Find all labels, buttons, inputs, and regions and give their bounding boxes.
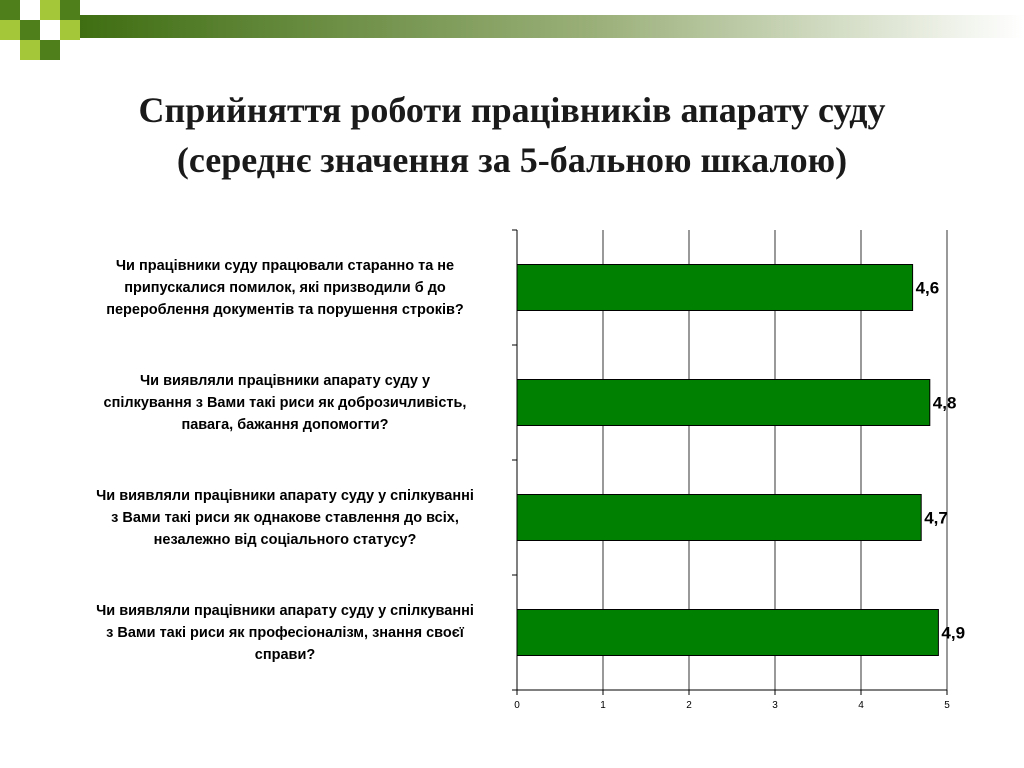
x-tick-label: 1 — [600, 700, 606, 711]
x-tick-label: 3 — [772, 700, 778, 711]
value-label: 4,8 — [932, 393, 957, 413]
category-label-line: з Вами такі риси як однакове ставлення до всіх, — [111, 509, 459, 526]
category-label-line: павага, бажання допомогти? — [181, 416, 389, 433]
x-tick-label: 2 — [686, 700, 692, 711]
category-label — [60, 485, 510, 551]
category-label — [60, 370, 510, 436]
category-label-line: Чи виявляли працівники апарату суду у спілкуванні — [96, 487, 474, 504]
category-label-line: припускалися помилок, які призводили б до — [124, 279, 446, 296]
category-label-line: перероблення документів та порушення строків? — [106, 301, 464, 318]
x-tick-label: 4 — [858, 700, 864, 711]
bar — [517, 265, 913, 311]
category-label-line: спілкування з Вами такі риси як доброзичливість, — [103, 394, 467, 411]
category-label-line: з Вами такі риси як професіоналізм, знання своєї — [106, 624, 464, 641]
value-label: 4,7 — [924, 508, 948, 528]
value-label: 4,6 — [915, 278, 940, 298]
value-label: 4,9 — [941, 623, 966, 643]
x-tick-label: 5 — [944, 700, 950, 711]
category-label-line: Чи виявляли працівники апарату суду у — [139, 372, 431, 389]
bar — [517, 610, 938, 656]
category-label-line: незалежно від соціального статусу? — [153, 531, 417, 548]
title-line-2: (середнє значення за 5-бальною шкалою) — [176, 140, 848, 180]
category-label-line: справи? — [254, 646, 316, 663]
bar — [517, 495, 921, 541]
x-tick-label: 0 — [514, 700, 520, 711]
category-label — [60, 600, 510, 666]
category-label-line: Чи виявляли працівники апарату суду у спілкуванні — [96, 602, 474, 619]
title-line-1: Сприйняття роботи працівників апарату суду — [138, 90, 886, 130]
category-label-line: Чи працівники суду працювали старанно та не — [115, 257, 455, 274]
bar — [517, 380, 930, 426]
category-label — [60, 255, 510, 321]
